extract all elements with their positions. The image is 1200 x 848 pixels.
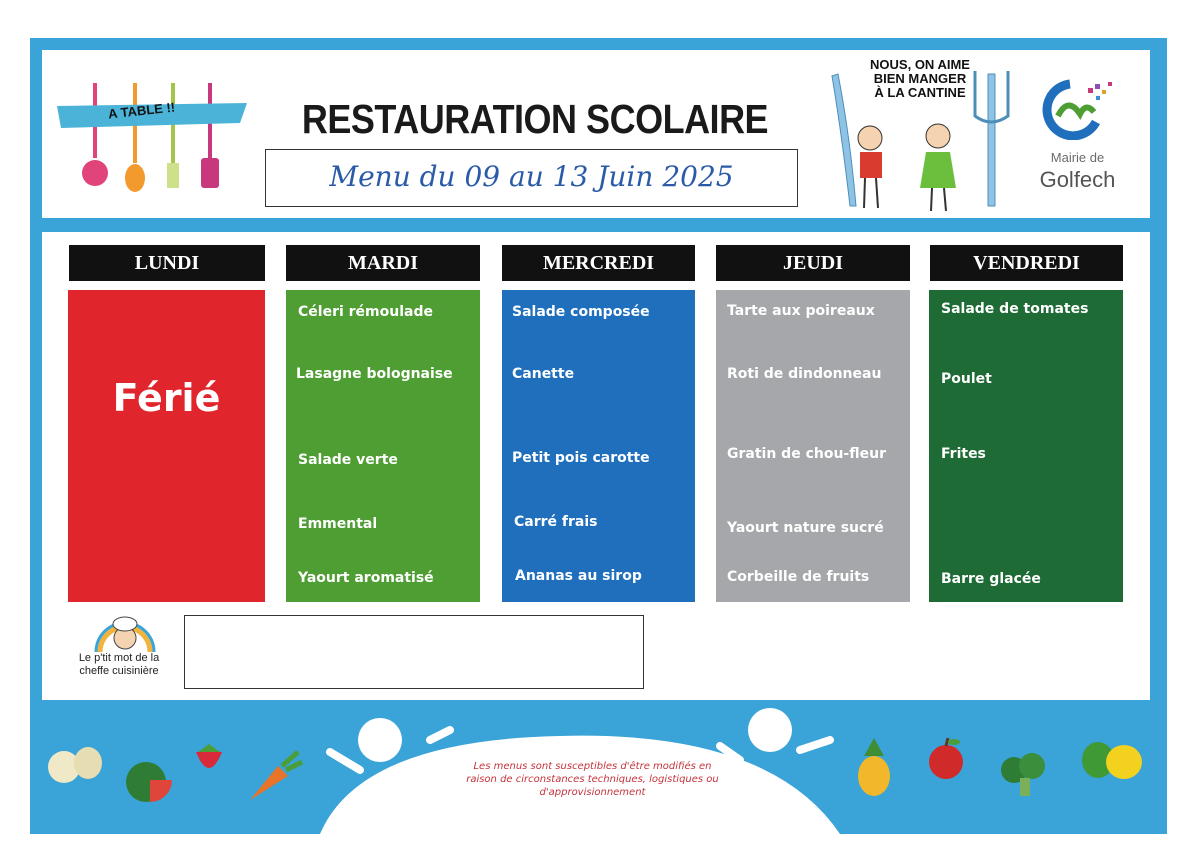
dish-item: Poulet [941,371,992,387]
chef-note-label: Le p'tit mot de la cheffe cuisinière [78,652,160,677]
day-header-lundi: LUNDI [69,245,265,281]
day-header-mercredi: MERCREDI [502,245,695,281]
mairie-name: Golfech [1039,167,1116,192]
dish-item: Salade de tomates [941,301,1089,317]
ferie-label: Férié [112,376,221,420]
day-header-vendredi: VENDREDI [930,245,1123,281]
disclaimer-text: Les menus sont susceptibles d'être modifiés en raison de circonstances techniques, logistiques ou d'approvisionnement [466,761,719,798]
menu-dates: Menu du 09 au 13 Juin 2025 [329,160,734,193]
dish-item: Frites [941,446,986,462]
peppers-icon [1078,736,1146,780]
dish-item: Canette [512,366,575,382]
dish-item: Gratin de chou-fleur [727,446,886,462]
watermelon-icon [124,760,174,804]
dish-item: Barre glacée [941,571,1041,587]
menu-dates-box [265,149,798,207]
page-title: RESTAURATION SCOLAIRE [301,96,769,142]
dish-item: Carré frais [514,514,598,530]
dish-item: Ananas au sirop [515,568,642,584]
dish-item: Yaourt nature sucré [727,520,884,536]
mairie-golfech-logo [1030,76,1130,140]
mascot-slogan: NOUS, ON AIME BIEN MANGER À LA CANTINE [870,57,970,100]
day-header-mardi: MARDI [286,245,480,281]
dish-item: Tarte aux poireaux [727,303,875,319]
a-table-label: A TABLE !! [107,99,176,122]
dish-item: Emmental [298,516,378,532]
day-box-vendredi [929,290,1123,602]
dish-item: Céleri rémoulade [298,304,433,320]
day-box-jeudi [716,290,910,602]
carrot-icon [244,748,304,804]
day-box-mardi [286,290,480,602]
day-box-mercredi [502,290,695,602]
apple-icon [924,736,968,780]
dish-item: Salade verte [298,452,398,468]
dish-item: Petit pois carotte [512,450,650,466]
dish-item: Corbeille de fruits [727,569,870,585]
strawberry-icon [192,740,226,780]
dish-item: Lasagne bolognaise [296,366,453,382]
day-box-lundi [68,290,265,602]
dish-item: Yaourt aromatisé [298,570,434,586]
pineapple-icon [854,738,894,796]
chef-note-box [184,615,644,689]
dish-item: Roti de dindonneau [727,366,882,382]
garlic-icon [44,735,106,785]
dish-item: Salade composée [512,304,650,320]
day-header-jeudi: JEUDI [716,245,910,281]
broccoli-icon [998,752,1052,798]
mairie-label: Mairie de [1050,150,1105,165]
a-table-utensils-logo [55,78,255,198]
